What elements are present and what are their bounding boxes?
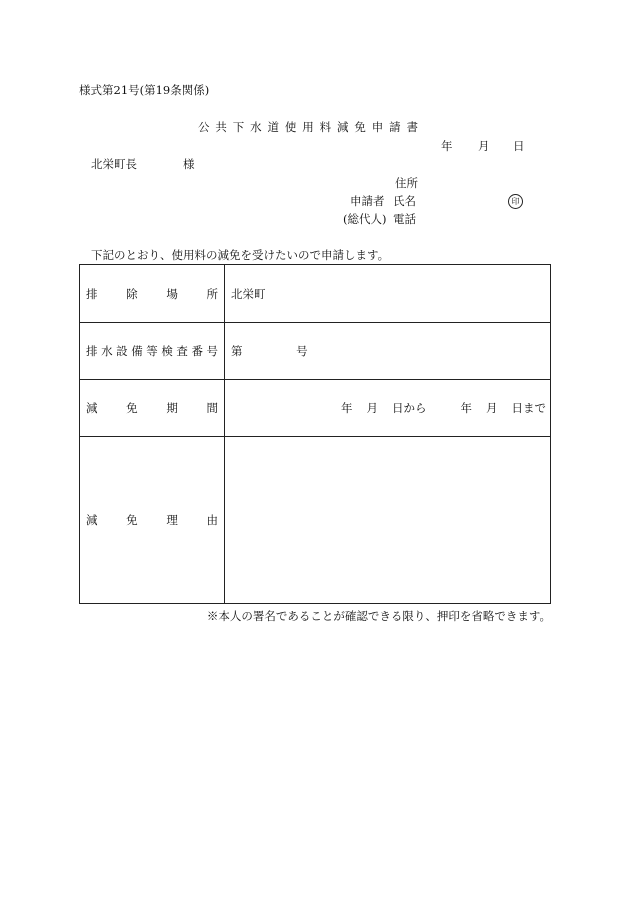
intro-text: 下記のとおり、使用料の減免を受けたいので申請します。 [91,248,390,262]
form-title [198,119,418,135]
exemption-reason-label [80,437,225,604]
label-char: 免 [126,513,138,527]
label-char: 査 [176,344,188,358]
title-char: 書 [406,120,418,134]
table-row [80,265,551,323]
title-char: 用 [302,120,314,134]
title-char: 水 [250,120,262,134]
agent-label: (総代人) [343,212,387,226]
applicant-label: 申請者 [350,194,385,208]
form-number: 様式第21号(第19条関係) [79,83,210,97]
label-char: 設 [116,344,128,358]
label-char: 期 [166,401,178,415]
title-char: 使 [284,120,297,134]
discharge-location-value: 北栄町 [231,286,266,301]
title-char: 下 [232,120,245,134]
recipient: 北栄町長 [91,157,137,171]
period-start-year: 年 [341,401,353,415]
period-start-day: 日から [392,401,427,415]
exemption-reason-field[interactable] [225,437,551,604]
title-char: 公 [198,120,210,134]
number-suffix: 号 [296,344,308,358]
title-char: 道 [267,120,279,134]
title-char: 申 [371,120,384,134]
honorific: 様 [183,157,195,171]
label-char: 由 [206,513,218,527]
discharge-location-label [80,265,225,323]
table-row [80,437,551,604]
phone-label: 電話 [393,212,416,226]
seal-mark [508,193,523,209]
discharge-location-field[interactable] [225,265,551,323]
label-char: 減 [86,401,98,415]
label-char: 排 [86,286,98,301]
date-month: 月 [478,139,490,153]
label-char: 号 [206,344,218,358]
address-label: 住所 [395,176,418,190]
label-char: 場 [166,286,178,301]
label-char: 等 [146,344,158,358]
label-char: 備 [131,344,143,358]
label-char: 免 [126,401,138,415]
application-table [79,264,551,604]
label-char: 排 [86,344,98,358]
label-char: 番 [191,344,203,358]
footnote: ※本人の署名であることが確認できる限り、押印を省略できます。 [206,609,551,623]
inspection-number-label [80,323,225,380]
period-end-year: 年 [460,401,472,415]
date-day: 日 [513,139,525,153]
title-char: 料 [319,120,332,134]
date-year: 年 [441,139,453,153]
title-char: 共 [215,120,227,134]
inspection-number-field[interactable] [225,323,551,380]
label-char: 検 [161,344,173,358]
exemption-period-field[interactable] [225,380,551,437]
table-row [80,323,551,380]
exemption-period-label [80,380,225,437]
title-char: 免 [354,120,366,134]
period-end-month: 月 [486,401,498,415]
label-char: 除 [126,286,138,301]
name-label: 氏名 [393,194,416,208]
label-char: 減 [86,513,98,527]
period-start-month: 月 [366,401,378,415]
title-char: 減 [337,120,349,134]
label-char: 水 [101,344,113,358]
label-char: 所 [206,286,218,301]
seal-icon: 印 [508,194,523,209]
table-row [80,380,551,437]
period-end-day: 日まで [511,401,546,415]
title-char: 請 [389,120,401,134]
number-prefix: 第 [231,344,243,358]
label-char: 間 [206,401,218,415]
label-char: 理 [166,513,178,527]
